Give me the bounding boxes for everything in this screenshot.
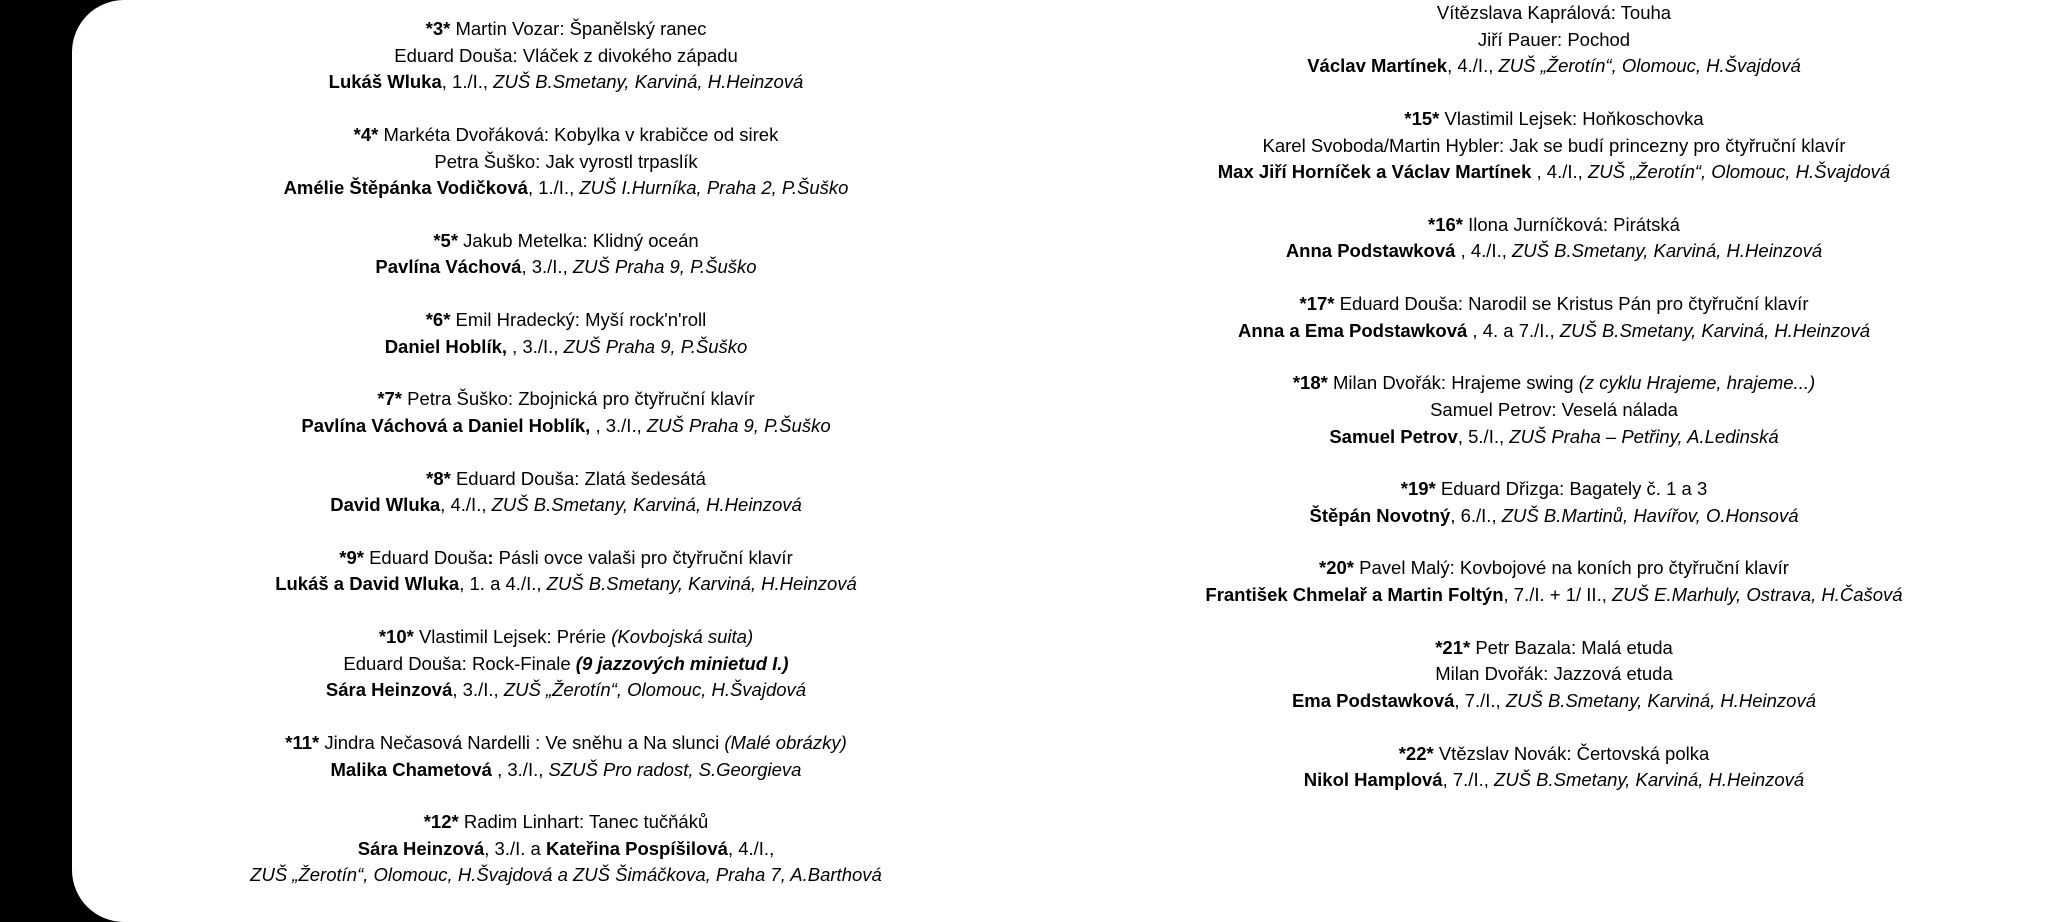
entry-title-line: *4* Markéta Dvořáková: Kobylka v krabičce od sirek — [353, 123, 779, 145]
program-entry — [1078, 370, 2030, 450]
entry-detail-line: ZUŠ „Žerotín“, Olomouc, H.Švajdová a ZUŠ Šimáčkova, Praha 7, A.Barthová — [250, 864, 882, 886]
entry-detail-line: Lukáš a David Wluka, 1. a 4./I., ZUŠ B.Smetany, Karviná, H.Heinzová — [275, 573, 857, 595]
entry-detail-line: Anna Podstawková , 4./I., ZUŠ B.Smetany, Karviná, H.Heinzová — [1285, 240, 1823, 262]
entry-title-line: *5* Jakub Metelka: Klidný oceán — [433, 229, 699, 251]
program-entry — [1078, 291, 2030, 344]
entry-detail-line: Eduard Douša: Vláček z divokého západu — [394, 44, 738, 66]
entry-detail-line: Sára Heinzová, 3./I., ZUŠ „Žerotín“, Olomouc, H.Švajdová — [325, 679, 807, 701]
entry-detail-line: Nikol Hamplová, 7./I., ZUŠ B.Smetany, Karviná, H.Heinzová — [1303, 769, 1805, 791]
entry-title-line: *16* Ilona Jurníčková: Pirátská — [1428, 213, 1680, 235]
entry-detail-line: Sára Heinzová, 3./I. a Kateřina Pospíšilová, 4./I., — [357, 837, 775, 859]
entry-detail-line: Lukáš Wluka, 1./I., ZUŠ B.Smetany, Karviná, H.Heinzová — [328, 71, 804, 93]
entry-title-line: *10* Vlastimil Lejsek: Prérie (Kovbojská suita) — [378, 626, 754, 647]
entry-detail-line: Max Jiří Horníček a Václav Martínek , 4./I., ZUŠ „Žerotín“, Olomouc, H.Švajdová — [1217, 161, 1891, 183]
program-column-right — [1060, 0, 2048, 922]
program-column-left — [72, 0, 1060, 922]
program-entry — [1078, 106, 2030, 186]
entry-title-line: *6* Emil Hradecký: Myší rock'n'roll — [425, 309, 707, 330]
entry-detail-line: Ema Podstawková, 7./I., ZUŠ B.Smetany, Karviná, H.Heinzová — [1291, 689, 1817, 711]
program-entry — [90, 307, 1042, 360]
entry-detail-line: Samuel Petrov, 5./I., ZUŠ Praha – Petřiny, A.Ledinská — [1329, 425, 1779, 447]
program-entry — [90, 730, 1042, 783]
entry-title-line: *11* Jindra Nečasová Nardelli : Ve sněhu a Na slunci (Malé obrázky) — [285, 731, 847, 753]
program-entry — [90, 228, 1042, 281]
program-entry — [90, 122, 1042, 202]
entry-detail-line: Jiří Pauer: Pochod — [1477, 28, 1631, 50]
program-entry — [90, 624, 1042, 704]
entry-title-line: *3* Martin Vozar: Španělský ranec — [425, 18, 707, 39]
entry-title-line: *19* Eduard Dřizga: Bagately č. 1 a 3 — [1400, 478, 1708, 500]
entry-detail-line: Václav Martínek, 4./I., ZUŠ „Žerotín“, Olomouc, H.Švajdová — [1307, 55, 1801, 77]
entry-title-line: *12* Radim Linhart: Tanec tučňáků — [423, 811, 709, 833]
program-columns — [72, 0, 2048, 922]
program-entry — [90, 16, 1042, 96]
entry-title-line: Vítězslava Kaprálová: Touha — [1436, 2, 1672, 23]
entry-detail-line: Pavlína Váchová, 3./I., ZUŠ Praha 9, P.Šuško — [375, 256, 757, 278]
entry-detail-line: Amélie Štěpánka Vodičková, 1./I., ZUŠ I.Hurníka, Praha 2, P.Šuško — [283, 177, 849, 199]
entry-detail-line: František Chmelař a Martin Foltýn, 7./I. + 1/ II., ZUŠ E.Marhuly, Ostrava, H.Čašová — [1205, 584, 1903, 605]
program-entry — [1078, 0, 2030, 80]
entry-title-line: *7* Petra Šuško: Zbojnická pro čtyřruční klavír — [377, 388, 755, 410]
entry-detail-line: Petra Šuško: Jak vyrostl trpaslík — [434, 150, 698, 172]
program-entry — [90, 386, 1042, 439]
entry-title-line: *17* Eduard Douša: Narodil se Kristus Pán pro čtyřruční klavír — [1299, 293, 1809, 314]
entry-title-line: *15* Vlastimil Lejsek: Hoňkoschovka — [1404, 107, 1704, 129]
entry-title-line: *18* Milan Dvořák: Hrajeme swing (z cyklu Hrajeme, hrajeme...) — [1292, 372, 1816, 394]
entry-detail-line: Milan Dvořák: Jazzová etuda — [1435, 663, 1673, 685]
program-entry — [1078, 635, 2030, 715]
program-entry — [1078, 212, 2030, 265]
entry-detail-line: Samuel Petrov: Veselá nálada — [1430, 398, 1678, 420]
entry-detail-line: Daniel Hoblík, , 3./I., ZUŠ Praha 9, P.Šuško — [384, 335, 748, 357]
program-entry — [90, 466, 1042, 519]
entry-detail-line: Karel Svoboda/Martin Hybler: Jak se budí princezny pro čtyřruční klavír — [1262, 134, 1846, 156]
entry-title-line: *21* Petr Bazala: Malá etuda — [1435, 636, 1673, 658]
entry-detail-line: Eduard Douša: Rock-Finale (9 jazzových minietud I.) — [343, 652, 789, 674]
program-entry — [1078, 741, 2030, 794]
program-entry — [1078, 555, 2030, 608]
entry-title-line: *8* Eduard Douša: Zlatá šedesátá — [426, 467, 706, 489]
entry-title-line: *9* Eduard Douša: Pásli ovce valaši pro čtyřruční klavír — [339, 546, 793, 568]
entry-detail-line: Štěpán Novotný, 6./I., ZUŠ B.Martinů, Havířov, O.Honsová — [1309, 504, 1799, 526]
entry-title-line: *20* Pavel Malý: Kovbojové na koních pro čtyřruční klavír — [1319, 557, 1789, 579]
program-entry — [90, 809, 1042, 889]
paper-surface — [72, 0, 2048, 922]
entry-detail-line: Pavlína Váchová a Daniel Hoblík, , 3./I., ZUŠ Praha 9, P.Šuško — [301, 414, 831, 436]
program-entry — [90, 545, 1042, 598]
entry-title-line: *22* Vtězslav Novák: Čertovská polka — [1398, 742, 1710, 764]
entry-detail-line: Malika Chametová , 3./I., SZUŠ Pro radost, S.Georgieva — [330, 758, 802, 780]
program-entry — [1078, 476, 2030, 529]
entry-detail-line: David Wluka, 4./I., ZUŠ B.Smetany, Karviná, H.Heinzová — [330, 494, 802, 516]
entry-detail-line: Anna a Ema Podstawková , 4. a 7./I., ZUŠ B.Smetany, Karviná, H.Heinzová — [1238, 319, 1870, 341]
